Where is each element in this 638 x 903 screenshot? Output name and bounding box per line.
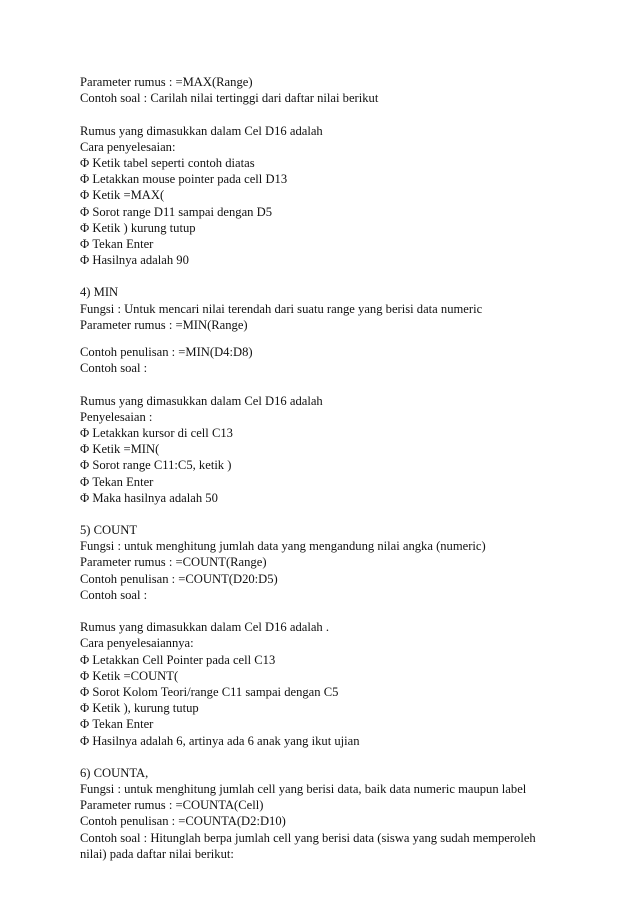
max-step: Φ Sorot range D11 sampai dengan D5 — [80, 204, 273, 219]
spacer — [80, 749, 580, 765]
counta-heading: 6) COUNTA, — [80, 765, 149, 780]
min-formula-note: Rumus yang dimasukkan dalam Cel D16 adalah — [80, 393, 323, 408]
document-page — [80, 74, 580, 862]
count-step: Φ Ketik =COUNT( — [80, 668, 179, 683]
min-example: Contoh soal : — [80, 361, 148, 376]
max-steps-heading: Cara penyelesaian: — [80, 139, 176, 154]
spacer — [80, 603, 580, 619]
min-param: Parameter rumus : =MIN(Range) — [80, 317, 248, 332]
spacer — [80, 268, 580, 284]
count-step: Φ Tekan Enter — [80, 717, 154, 732]
counta-example: Contoh soal : Hitunglah berpa jumlah cell yang berisi data (siswa yang sudah memperoleh nilai) pada daftar nilai berikut: — [80, 830, 536, 861]
max-step: Φ Hasilnya adalah 90 — [80, 253, 189, 268]
min-function: Fungsi : Untuk mencari nilai terendah dari suatu range yang berisi data numeric — [80, 301, 483, 316]
min-heading: 4) MIN — [80, 285, 119, 300]
min-writing: Contoh penulisan : =MIN(D4:D8) — [80, 345, 253, 359]
count-steps-heading: Cara penyelesaiannya: — [80, 636, 194, 651]
count-formula-note: Rumus yang dimasukkan dalam Cel D16 adalah . — [80, 620, 330, 635]
count-param: Parameter rumus : =COUNT(Range) — [80, 555, 267, 570]
max-step: Φ Tekan Enter — [80, 236, 154, 251]
count-function: Fungsi : untuk menghitung jumlah data yang mengandung nilai angka (numeric) — [80, 539, 486, 554]
count-heading: 5) COUNT — [80, 523, 138, 538]
count-step: Φ Sorot Kolom Teori/range C11 sampai dengan C5 — [80, 684, 339, 699]
count-step: Φ Hasilnya adalah 6, artinya ada 6 anak yang ikut ujian — [80, 733, 360, 748]
spacer — [80, 106, 580, 122]
spacer — [80, 506, 580, 522]
counta-function: Fungsi : untuk menghitung jumlah cell yang berisi data, baik data numeric maupun label — [80, 782, 527, 797]
min-step: Φ Tekan Enter — [80, 474, 154, 489]
min-steps-heading: Penyelesaian : — [80, 409, 153, 424]
count-step: Φ Ketik ), kurung tutup — [80, 701, 199, 716]
max-step: Φ Ketik tabel seperti contoh diatas — [80, 155, 255, 170]
min-step: Φ Ketik =MIN( — [80, 442, 160, 457]
max-step: Φ Ketik ) kurung tutup — [80, 220, 196, 235]
counta-param: Parameter rumus : =COUNTA(Cell) — [80, 798, 264, 813]
min-step: Φ Sorot range C11:C5, ketik ) — [80, 458, 232, 473]
max-step: Φ Letakkan mouse pointer pada cell D13 — [80, 172, 288, 187]
count-writing: Contoh penulisan : =COUNT(D20:D5) — [80, 571, 278, 586]
count-example: Contoh soal : — [80, 587, 148, 602]
max-param: Parameter rumus : =MAX(Range) — [80, 75, 253, 89]
count-step: Φ Letakkan Cell Pointer pada cell C13 — [80, 652, 276, 667]
min-step: Φ Maka hasilnya adalah 50 — [80, 490, 218, 505]
max-step: Φ Ketik =MAX( — [80, 188, 165, 203]
counta-writing: Contoh penulisan : =COUNTA(D2:D10) — [80, 814, 286, 829]
spacer — [80, 333, 580, 344]
min-step: Φ Letakkan kursor di cell C13 — [80, 425, 233, 440]
max-formula-note: Rumus yang dimasukkan dalam Cel D16 adalah — [80, 123, 323, 138]
spacer — [80, 376, 580, 392]
max-example: Contoh soal : Carilah nilai tertinggi dari daftar nilai berikut — [80, 91, 379, 106]
